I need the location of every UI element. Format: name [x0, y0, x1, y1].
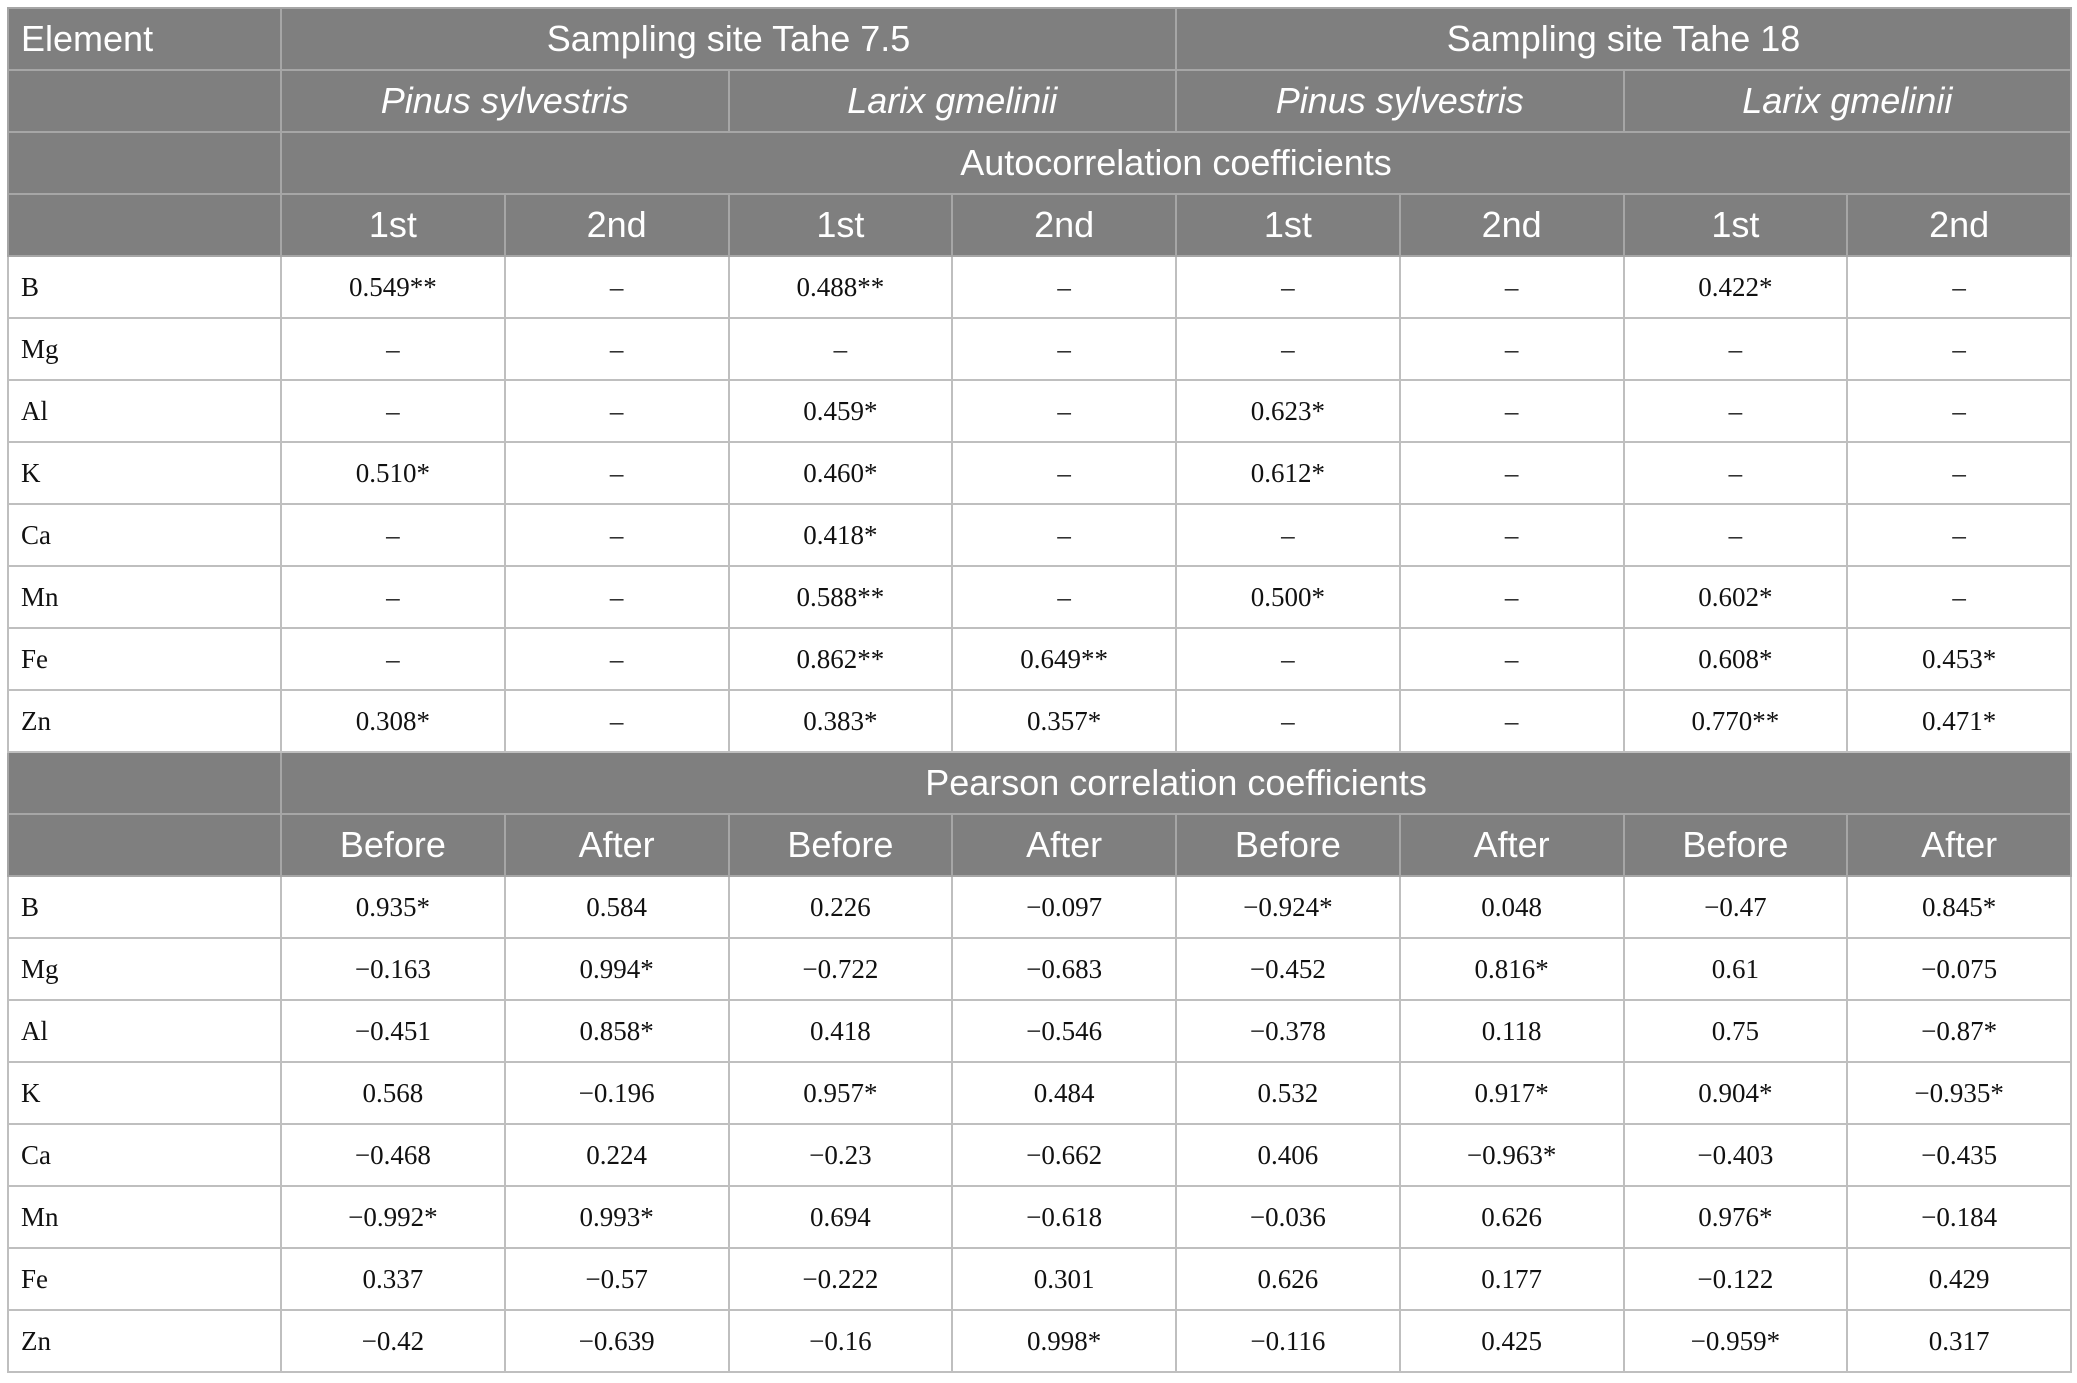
value-cell: −0.963*	[1400, 1124, 1624, 1186]
value-cell: −0.722	[729, 938, 953, 1000]
value-cell: −0.16	[729, 1310, 953, 1372]
value-cell: 0.422*	[1624, 256, 1848, 318]
value-cell: 0.568	[281, 1062, 505, 1124]
value-cell: −0.662	[952, 1124, 1176, 1186]
value-cell: −0.378	[1176, 1000, 1400, 1062]
value-cell: −0.546	[952, 1000, 1176, 1062]
table-row	[8, 318, 2071, 380]
element-cell: Fe	[8, 628, 281, 690]
value-cell: –	[1847, 380, 2071, 442]
value-cell: −0.924*	[1176, 876, 1400, 938]
table-row	[8, 1186, 2071, 1248]
value-cell: –	[952, 256, 1176, 318]
value-cell: –	[1400, 690, 1624, 752]
value-cell: 0.500*	[1176, 566, 1400, 628]
table-row	[8, 1062, 2071, 1124]
subheader-cell: After	[505, 814, 729, 876]
value-cell: –	[1624, 318, 1848, 380]
value-cell: 0.177	[1400, 1248, 1624, 1310]
pearson-body	[8, 876, 2071, 1372]
value-cell: −0.116	[1176, 1310, 1400, 1372]
value-cell: 0.460*	[729, 442, 953, 504]
element-cell: B	[8, 256, 281, 318]
value-cell: 0.626	[1400, 1186, 1624, 1248]
value-cell: –	[1847, 256, 2071, 318]
value-cell: –	[281, 628, 505, 690]
value-cell: –	[952, 504, 1176, 566]
value-cell: –	[952, 566, 1176, 628]
value-cell: –	[1400, 318, 1624, 380]
element-cell: Mn	[8, 1186, 281, 1248]
value-cell: 0.957*	[729, 1062, 953, 1124]
element-cell: K	[8, 442, 281, 504]
correlation-table	[7, 7, 2072, 1373]
value-cell: –	[1176, 504, 1400, 566]
value-cell: 0.770**	[1624, 690, 1848, 752]
value-cell: −0.959*	[1624, 1310, 1848, 1372]
value-cell: −0.47	[1624, 876, 1848, 938]
element-cell: Mn	[8, 566, 281, 628]
site-header-tahe-18: Sampling site Tahe 18	[1176, 8, 2071, 70]
element-cell: B	[8, 876, 281, 938]
species-header-row	[8, 70, 2071, 132]
value-cell: 0.337	[281, 1248, 505, 1310]
subheader-row	[8, 194, 2071, 256]
value-cell: 0.904*	[1624, 1062, 1848, 1124]
subheader-cell: Before	[1624, 814, 1848, 876]
element-cell: K	[8, 1062, 281, 1124]
subheader-cell: 1st	[1176, 194, 1400, 256]
value-cell: –	[952, 318, 1176, 380]
site-header-row	[8, 8, 2071, 70]
species-header: Pinus sylvestris	[1176, 70, 1624, 132]
value-cell: 0.994*	[505, 938, 729, 1000]
value-cell: −0.468	[281, 1124, 505, 1186]
value-cell: 0.998*	[952, 1310, 1176, 1372]
value-cell: 0.588**	[729, 566, 953, 628]
value-cell: 0.993*	[505, 1186, 729, 1248]
value-cell: –	[1400, 256, 1624, 318]
table-row	[8, 876, 2071, 938]
value-cell: −0.075	[1847, 938, 2071, 1000]
value-cell: 0.118	[1400, 1000, 1624, 1062]
table-row	[8, 938, 2071, 1000]
value-cell: –	[281, 566, 505, 628]
section-header-row	[8, 752, 2071, 814]
subheader-cell: 2nd	[1847, 194, 2071, 256]
value-cell: 0.694	[729, 1186, 953, 1248]
value-cell: –	[1400, 380, 1624, 442]
subheader-cell: 1st	[1624, 194, 1848, 256]
value-cell: 0.976*	[1624, 1186, 1848, 1248]
subheader-cell: Before	[729, 814, 953, 876]
value-cell: –	[505, 318, 729, 380]
value-cell: –	[1400, 628, 1624, 690]
element-cell: Ca	[8, 1124, 281, 1186]
value-cell: −0.435	[1847, 1124, 2071, 1186]
subheader-cell: 2nd	[1400, 194, 1624, 256]
value-cell: 0.602*	[1624, 566, 1848, 628]
value-cell: 0.488**	[729, 256, 953, 318]
table-row	[8, 1248, 2071, 1310]
table-row	[8, 442, 2071, 504]
blank-header-cell	[8, 194, 281, 256]
table-row	[8, 504, 2071, 566]
subheader-cell: 2nd	[505, 194, 729, 256]
value-cell: −0.639	[505, 1310, 729, 1372]
value-cell: −0.683	[952, 938, 1176, 1000]
value-cell: 0.471*	[1847, 690, 2071, 752]
table-container	[7, 7, 2070, 1373]
section-header-row	[8, 132, 2071, 194]
value-cell: –	[281, 380, 505, 442]
value-cell: −0.163	[281, 938, 505, 1000]
value-cell: –	[1400, 504, 1624, 566]
value-cell: 0.418	[729, 1000, 953, 1062]
value-cell: –	[1176, 690, 1400, 752]
element-column-header: Element	[8, 8, 281, 70]
value-cell: −0.57	[505, 1248, 729, 1310]
table-row	[8, 380, 2071, 442]
subheader-cell: After	[1847, 814, 2071, 876]
value-cell: 0.816*	[1400, 938, 1624, 1000]
value-cell: –	[505, 566, 729, 628]
value-cell: −0.87*	[1847, 1000, 2071, 1062]
value-cell: –	[505, 690, 729, 752]
value-cell: 0.453*	[1847, 628, 2071, 690]
value-cell: –	[505, 442, 729, 504]
subheader-cell: Before	[1176, 814, 1400, 876]
value-cell: –	[281, 318, 505, 380]
value-cell: –	[505, 628, 729, 690]
value-cell: –	[1847, 566, 2071, 628]
value-cell: 0.935*	[281, 876, 505, 938]
value-cell: 0.308*	[281, 690, 505, 752]
value-cell: 0.429	[1847, 1248, 2071, 1310]
value-cell: 0.484	[952, 1062, 1176, 1124]
blank-header-cell	[8, 814, 281, 876]
autocorrelation-body	[8, 256, 2071, 752]
value-cell: –	[952, 380, 1176, 442]
value-cell: −0.42	[281, 1310, 505, 1372]
value-cell: –	[1624, 380, 1848, 442]
value-cell: 0.048	[1400, 876, 1624, 938]
value-cell: –	[1847, 504, 2071, 566]
table-row	[8, 1000, 2071, 1062]
value-cell: 0.917*	[1400, 1062, 1624, 1124]
value-cell: −0.992*	[281, 1186, 505, 1248]
value-cell: −0.618	[952, 1186, 1176, 1248]
subheader-cell: 1st	[729, 194, 953, 256]
value-cell: –	[1176, 318, 1400, 380]
value-cell: –	[729, 318, 953, 380]
value-cell: –	[1847, 318, 2071, 380]
value-cell: 0.226	[729, 876, 953, 938]
value-cell: 0.612*	[1176, 442, 1400, 504]
species-header: Larix gmelinii	[1624, 70, 2072, 132]
value-cell: −0.23	[729, 1124, 953, 1186]
table-row	[8, 1124, 2071, 1186]
value-cell: 0.858*	[505, 1000, 729, 1062]
value-cell: –	[952, 442, 1176, 504]
value-cell: −0.036	[1176, 1186, 1400, 1248]
value-cell: –	[1400, 442, 1624, 504]
value-cell: 0.459*	[729, 380, 953, 442]
value-cell: 0.383*	[729, 690, 953, 752]
table-row	[8, 256, 2071, 318]
value-cell: 0.61	[1624, 938, 1848, 1000]
element-cell: Zn	[8, 690, 281, 752]
element-cell: Al	[8, 380, 281, 442]
value-cell: 0.317	[1847, 1310, 2071, 1372]
value-cell: 0.224	[505, 1124, 729, 1186]
value-cell: 0.357*	[952, 690, 1176, 752]
element-cell: Mg	[8, 938, 281, 1000]
subheader-cell: After	[952, 814, 1176, 876]
value-cell: 0.626	[1176, 1248, 1400, 1310]
value-cell: −0.122	[1624, 1248, 1848, 1310]
value-cell: −0.222	[729, 1248, 953, 1310]
species-header: Larix gmelinii	[729, 70, 1177, 132]
element-cell: Ca	[8, 504, 281, 566]
blank-header-cell	[8, 132, 281, 194]
value-cell: 0.608*	[1624, 628, 1848, 690]
section-title-autocorrelation: Autocorrelation coefficients	[281, 132, 2071, 194]
value-cell: −0.451	[281, 1000, 505, 1062]
value-cell: 0.862**	[729, 628, 953, 690]
section-title-pearson: Pearson correlation coefficients	[281, 752, 2071, 814]
subheader-row	[8, 814, 2071, 876]
table-row	[8, 1310, 2071, 1372]
element-cell: Zn	[8, 1310, 281, 1372]
value-cell: 0.418*	[729, 504, 953, 566]
value-cell: −0.403	[1624, 1124, 1848, 1186]
value-cell: –	[505, 504, 729, 566]
subheader-cell: 2nd	[952, 194, 1176, 256]
value-cell: 0.301	[952, 1248, 1176, 1310]
table-row	[8, 690, 2071, 752]
value-cell: –	[1400, 566, 1624, 628]
value-cell: –	[1624, 504, 1848, 566]
value-cell: 0.623*	[1176, 380, 1400, 442]
value-cell: 0.75	[1624, 1000, 1848, 1062]
value-cell: –	[281, 504, 505, 566]
blank-header-cell	[8, 752, 281, 814]
element-cell: Mg	[8, 318, 281, 380]
value-cell: –	[505, 256, 729, 318]
subheader-cell: After	[1400, 814, 1624, 876]
value-cell: −0.196	[505, 1062, 729, 1124]
species-header: Pinus sylvestris	[281, 70, 729, 132]
table-row	[8, 566, 2071, 628]
value-cell: 0.845*	[1847, 876, 2071, 938]
subheader-cell: 1st	[281, 194, 505, 256]
value-cell: 0.649**	[952, 628, 1176, 690]
table-row	[8, 628, 2071, 690]
site-header-tahe-7-5: Sampling site Tahe 7.5	[281, 8, 1176, 70]
value-cell: 0.584	[505, 876, 729, 938]
blank-header-cell	[8, 70, 281, 132]
subheader-cell: Before	[281, 814, 505, 876]
value-cell: −0.184	[1847, 1186, 2071, 1248]
value-cell: –	[505, 380, 729, 442]
value-cell: −0.935*	[1847, 1062, 2071, 1124]
value-cell: –	[1176, 256, 1400, 318]
value-cell: 0.406	[1176, 1124, 1400, 1186]
value-cell: –	[1624, 442, 1848, 504]
value-cell: 0.532	[1176, 1062, 1400, 1124]
element-cell: Al	[8, 1000, 281, 1062]
value-cell: –	[1847, 442, 2071, 504]
value-cell: −0.097	[952, 876, 1176, 938]
value-cell: −0.452	[1176, 938, 1400, 1000]
value-cell: –	[1176, 628, 1400, 690]
value-cell: 0.510*	[281, 442, 505, 504]
value-cell: 0.425	[1400, 1310, 1624, 1372]
element-cell: Fe	[8, 1248, 281, 1310]
value-cell: 0.549**	[281, 256, 505, 318]
